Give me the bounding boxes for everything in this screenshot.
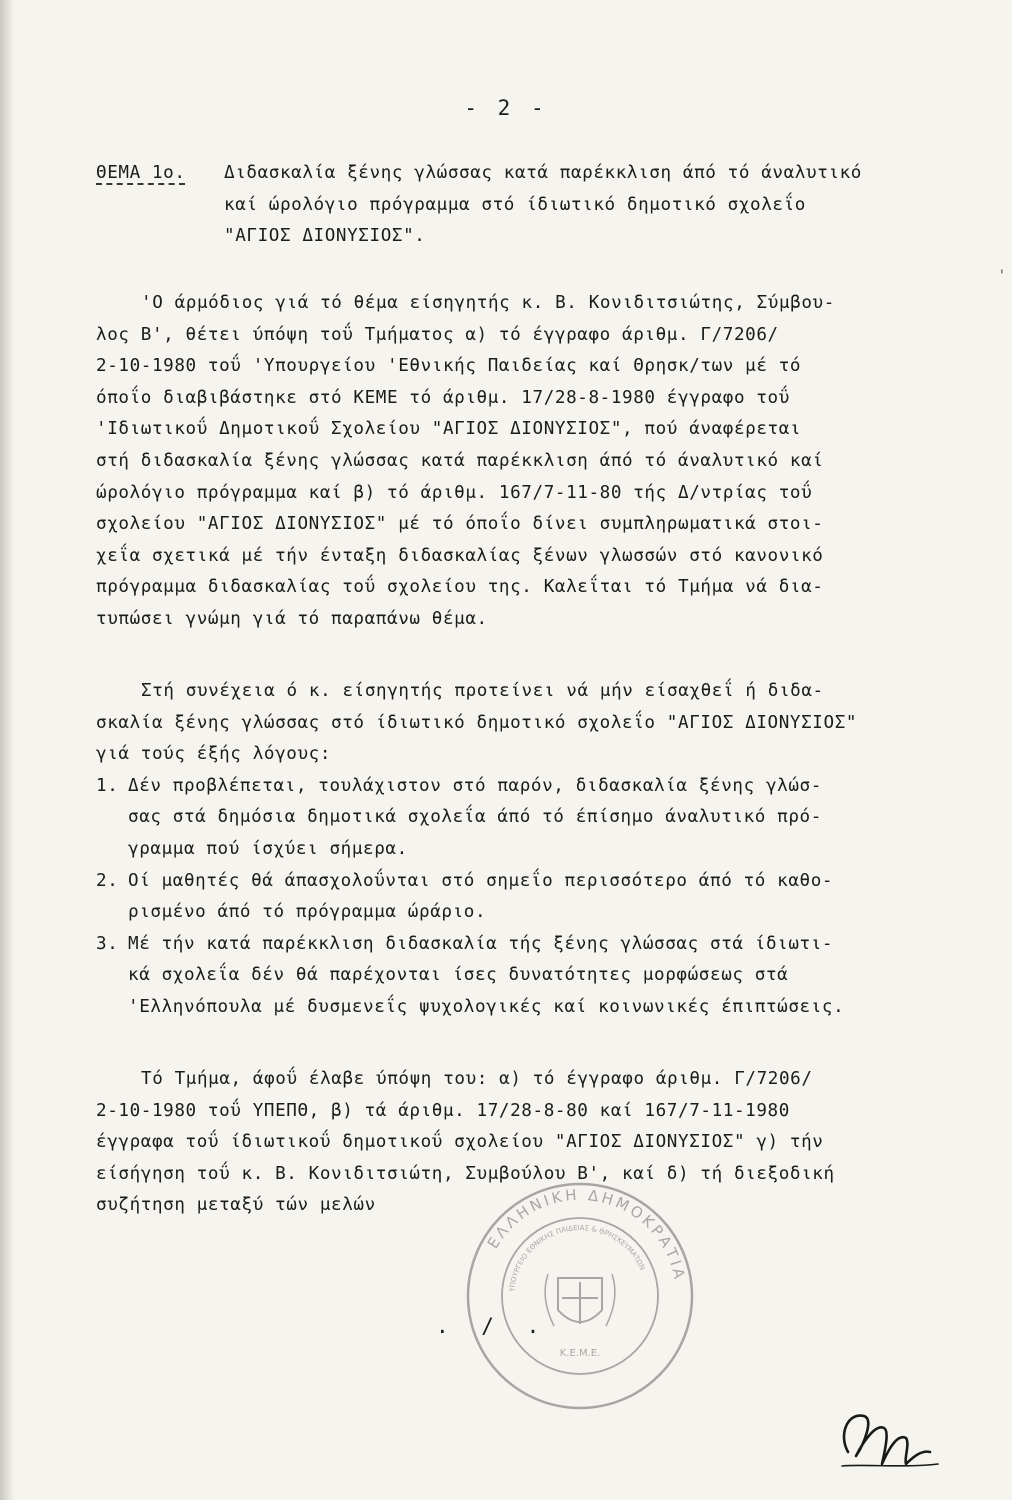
text-line: σκαλία ξένης γλώσσας στό ίδιωτικό δημοτικό σχολεΐο "ΑΓΙΟΣ ΔΙΟΝΥΣΙΟΣ" <box>96 712 858 733</box>
coat-of-arms-icon <box>545 1274 615 1326</box>
text-line: γιά τούς έξής λόγους: <box>96 744 332 765</box>
text-line: τυπώσει γνώμη γιά τό παραπάνω θέμα. <box>96 608 488 629</box>
seal-inner-text: ΥΠΟΥΡΓΕΙΟ ΕΘΝΙΚΗΣ ΠΑΙΔΕΙΑΣ & ΘΡΗΣΚΕΥΜΑΤΩΝ <box>508 1223 647 1293</box>
text-line: χεΐα σχετικά μέ τήν ένταξη διδασκαλίας ξένων γλωσσών στό κανονικό <box>96 545 824 566</box>
theme-title-line: Διδασκαλία ξένης γλώσσας κατά παρέκκλιση άπό τό άναλυτικό <box>224 163 862 183</box>
text-line <box>96 771 996 803</box>
item-text: ρισμένο άπό τό πρόγραμμα ώράριο. <box>128 902 487 923</box>
text-line <box>96 929 996 961</box>
theme-heading <box>96 158 996 253</box>
item-number: 2. <box>96 870 119 891</box>
theme-line <box>96 158 996 190</box>
theme-title-line: "ΑΓΙΟΣ ΔΙΟΝΥΣΙΟΣ". <box>224 226 426 247</box>
text-line: Στή συνέχεια ό κ. είσηγητής προτείνει νά μήν είσαχθεΐ ή διδα- <box>141 681 824 701</box>
page-edge-shadow <box>0 0 14 1500</box>
text-line: έγγραφα τοΰ ίδιωτικοΰ δημοτικοΰ σχολείου "ΑΓΙΟΣ ΔΙΟΝΥΣΙΟΣ" γ) τήν <box>96 1132 824 1153</box>
text-line: σχολείου "ΑΓΙΟΣ ΔΙΟΝΥΣΙΟΣ" μέ τό όποΐο δίνει συμπληρωματικά στοι- <box>96 514 824 535</box>
paragraph-proposal-description <box>96 288 996 636</box>
reason-item-3 <box>96 929 996 1024</box>
handwritten-signature <box>834 1394 944 1480</box>
seal-bottom-text: Κ.Ε.Μ.Ε. <box>559 1348 601 1359</box>
seal-outer-text: ΕΛΛΗΝΙΚΗ ΔΗΜΟΚΡΑΤΙΑ <box>483 1185 689 1284</box>
text-line: πρόγραμμα διδασκαλίας τοΰ σχολείου της. Καλεΐται τό Τμήμα νά δια- <box>96 577 824 598</box>
item-text: γραμμα πού ίσχύει σήμερα. <box>128 838 408 859</box>
reason-item-2 <box>96 866 996 929</box>
official-seal-stamp <box>462 1178 698 1414</box>
item-number: 1. <box>96 775 119 796</box>
reason-item-1 <box>96 771 996 866</box>
continuation-mark: . / . <box>436 1314 550 1338</box>
text-line: είσήγηση τοΰ κ. Β. Κονιδιτσιώτη, Συμβούλου Β', καί δ) τή διεξοδική <box>96 1163 835 1184</box>
text-line: συζήτηση μεταξύ τών μελών <box>96 1195 376 1216</box>
item-text: Μέ τήν κατά παρέκκλιση διδασκαλία τής ξένης γλώσσας στά ίδιωτι- <box>128 933 834 954</box>
text-line: 'Ιδιωτικοΰ Δημοτικοΰ Σχολείου "ΑΓΙΟΣ ΔΙΟΝΥΣΙΟΣ", πού άναφέρεται <box>96 419 802 440</box>
item-text: Οί μαθητές θά άπασχολοΰνται στό σημεΐο περισσότερο άπό τό καθο- <box>128 870 834 891</box>
text-line <box>96 866 996 898</box>
text-line: ώρολόγιο πρόγραμμα καί β) τό άριθμ. 167/7-11-80 τής Δ/ντρίας τοΰ <box>96 482 813 503</box>
text-line: Τό Τμήμα, άφοΰ έλαβε ύπόψη του: α) τό έγγραφο άριθμ. Γ/7206/ <box>141 1069 813 1089</box>
theme-label: ΘΕΜΑ 1ο. <box>96 163 186 183</box>
text-line: 2-10-1980 τοΰ ΥΠΕΠΘ, β) τά άριθμ. 17/28-8-80 καί 167/7-11-1980 <box>96 1100 790 1121</box>
item-text: σας στά δημόσια δημοτικά σχολεΐα άπό τό έπίσημο άναλυτικό πρό- <box>128 807 822 828</box>
page-number: - 2 - <box>464 96 548 120</box>
paragraph-reasons <box>96 676 996 1024</box>
margin-mark: ' <box>997 268 1006 284</box>
item-text: 'Ελληνόπουλα μέ δυσμενεΐς ψυχολογικές καί κοινωνικές έπιπτώσεις. <box>128 996 845 1017</box>
item-text: κά σχολεΐα δέν θά παρέχονται ίσες δυνατότητες μορφώσεως στά <box>128 965 789 986</box>
text-line: όποΐο διαβιβάστηκε στό ΚΕΜΕ τό άριθμ. 17/28-8-1980 έγγραφο τοΰ <box>96 387 790 408</box>
text-line: λος Β', θέτει ύπόψη τοΰ Τμήματος α) τό έγγραφο άριθμ. Γ/7206/ <box>96 324 779 345</box>
text-line: 'Ο άρμόδιος γιά τό θέμα είσηγητής κ. Β. Κονιδιτσιώτης, Σύμβου- <box>141 293 835 313</box>
text-line: στή διδασκαλία ξένης γλώσσας κατά παρέκκλιση άπό τό άναλυτικό καί <box>96 450 824 471</box>
item-text: Δέν προβλέπεται, τουλάχιστον στό παρόν, διδασκαλία ξένης γλώσ- <box>128 775 822 796</box>
text-line: 2-10-1980 τοΰ 'Υπουργείου 'Εθνικής Παιδείας καί Θρησκ/των μέ τό <box>96 356 802 377</box>
theme-title-line: καί ώρολόγιο πρόγραμμα στό ίδιωτικό δημοτικό σχολεΐο <box>224 194 807 215</box>
item-number: 3. <box>96 933 119 954</box>
